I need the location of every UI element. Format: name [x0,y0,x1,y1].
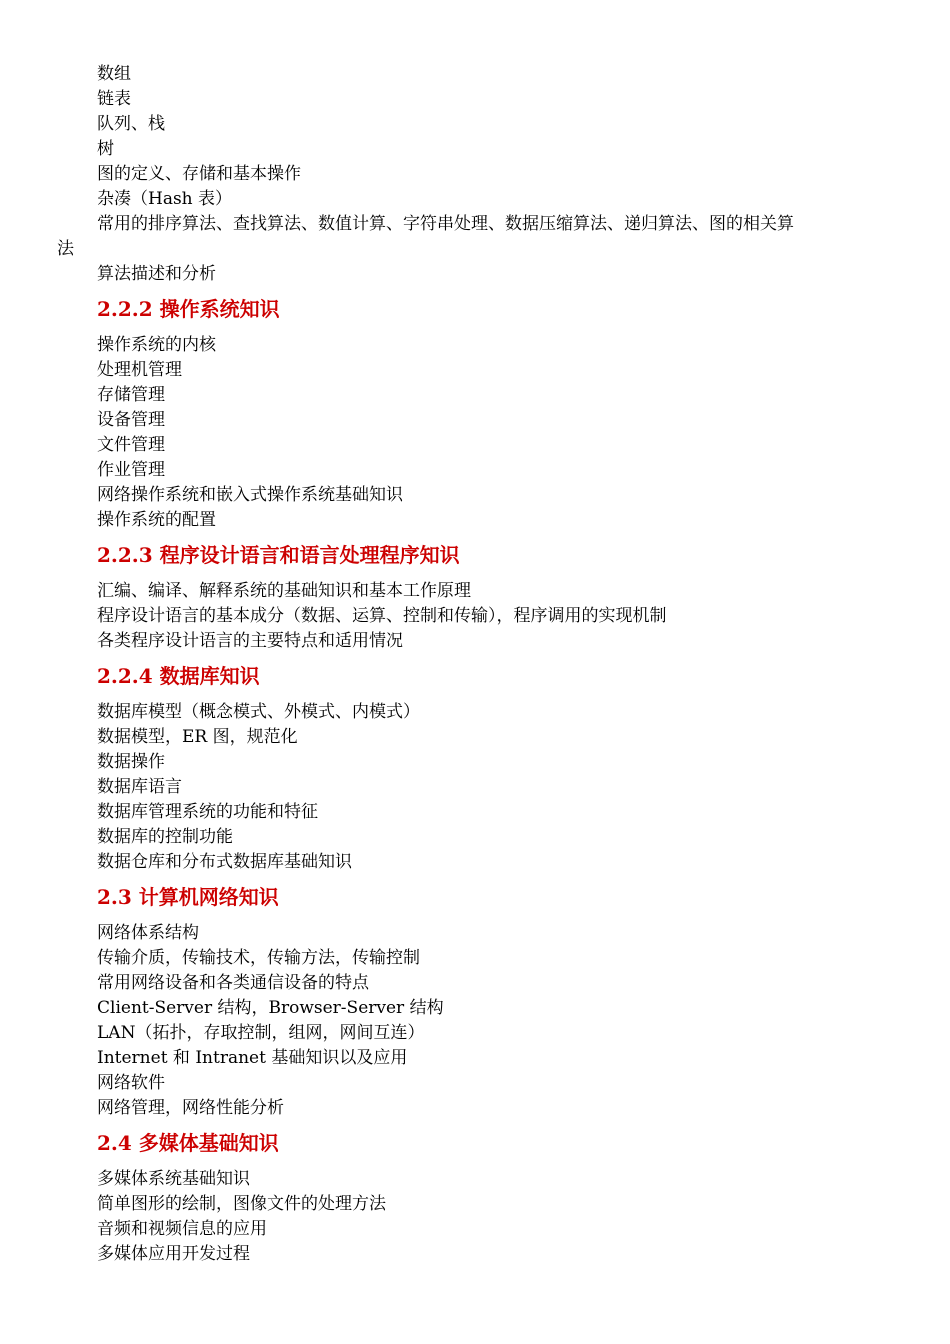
section-heading: 2.3 计算机网络知识 [97,885,279,909]
section-multimedia [0,1129,950,1267]
list-item: 多媒体应用开发过程 [97,1244,250,1264]
list-item: 传输介质，传输技术，传输方法，传输控制 [97,948,420,968]
section-heading: 2.2.2 操作系统知识 [97,297,280,321]
list-item: 数组 [97,64,131,84]
list-item: 设备管理 [97,410,165,430]
list-item: 操作系统的内核 [97,335,216,355]
list-item: Internet 和 Intranet 基础知识以及应用 [97,1048,408,1068]
wrapped-line-rest: 法 [57,239,74,259]
list-item: 算法描述和分析 [97,264,216,284]
list-item: 操作系统的配置 [97,510,216,530]
list-item: 各类程序设计语言的主要特点和适用情况 [97,631,403,651]
list-item: 常用网络设备和各类通信设备的特点 [97,973,369,993]
list-item: 多媒体系统基础知识 [97,1169,250,1189]
list-item: 树 [97,139,114,159]
list-item: 处理机管理 [97,360,182,380]
list-item: 网络体系结构 [97,923,199,943]
list-item: 数据操作 [97,752,165,772]
section-database [0,662,950,875]
list-item: 队列、栈 [97,114,165,134]
list-item: 作业管理 [97,460,165,480]
list-item: 杂凑（Hash 表） [97,189,233,209]
list-item: Client-Server 结构，Browser-Server 结构 [97,998,444,1018]
section-network [0,883,950,1121]
list-item: 文件管理 [97,435,165,455]
list-item: 汇编、编译、解释系统的基础知识和基本工作原理 [97,581,471,601]
list-item: 链表 [97,89,131,109]
section-programming-language [0,541,950,654]
list-item: 网络软件 [97,1073,165,1093]
list-item: 数据库管理系统的功能和特征 [97,802,318,822]
list-item: LAN（拓扑，存取控制，组网，网间互连） [97,1023,425,1043]
section-heading: 2.4 多媒体基础知识 [97,1131,279,1155]
document-page [0,62,950,1267]
section-os [0,295,950,533]
wrapped-line-first: 常用的排序算法、查找算法、数值计算、字符串处理、数据压缩算法、递归算法、图的相关算 [97,214,794,234]
list-item: 存储管理 [97,385,165,405]
list-item: 数据库模型（概念模式、外模式、内模式） [97,702,420,722]
list-item: 网络操作系统和嵌入式操作系统基础知识 [97,485,403,505]
section-heading: 2.2.4 数据库知识 [97,664,260,688]
list-item: 数据仓库和分布式数据库基础知识 [97,852,352,872]
list-item: 简单图形的绘制，图像文件的处理方法 [97,1194,386,1214]
list-item: 数据模型，ER 图，规范化 [97,727,298,747]
list-item: 数据库语言 [97,777,182,797]
list-item: 程序设计语言的基本成分（数据、运算、控制和传输），程序调用的实现机制 [97,606,667,626]
intro-list [0,62,950,287]
list-item: 数据库的控制功能 [97,827,233,847]
section-heading: 2.2.3 程序设计语言和语言处理程序知识 [97,543,460,567]
list-item: 图的定义、存储和基本操作 [97,164,301,184]
list-item: 网络管理，网络性能分析 [97,1098,284,1118]
list-item: 音频和视频信息的应用 [97,1219,267,1239]
list-item-wrapped [0,212,950,262]
